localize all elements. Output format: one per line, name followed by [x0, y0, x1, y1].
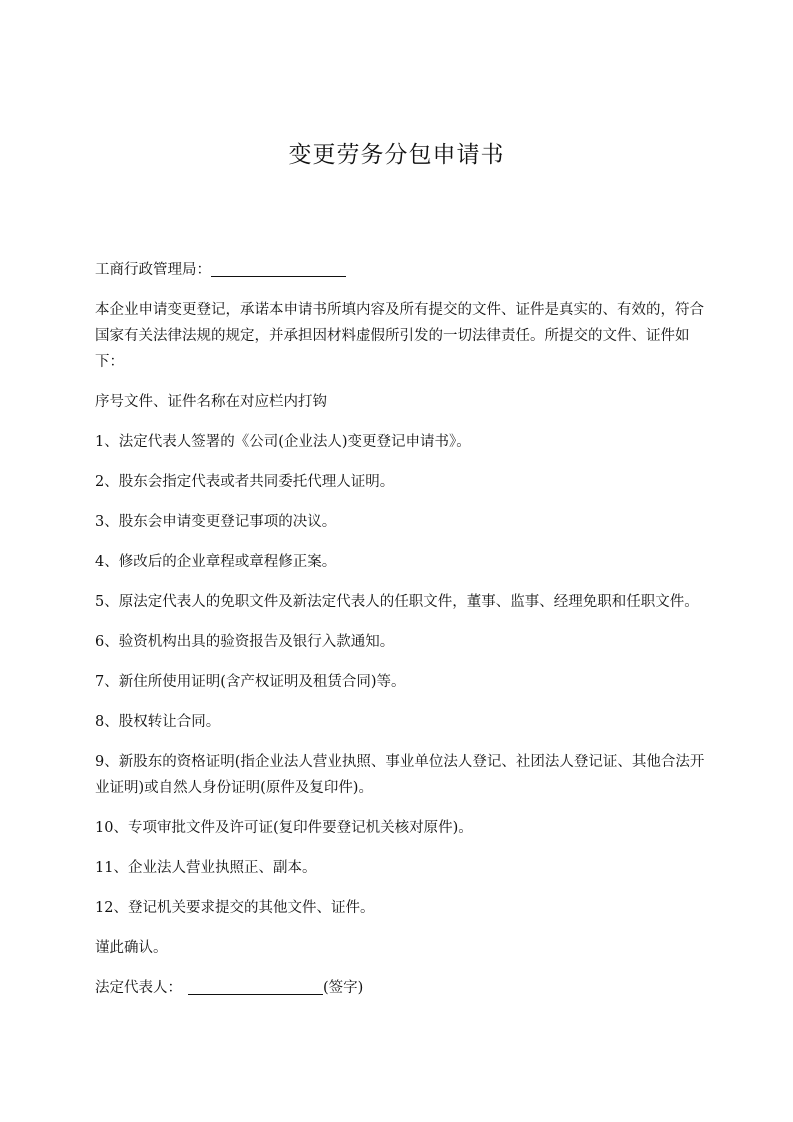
list-item: 6、验资机构出具的验资报告及银行入款通知。: [95, 634, 395, 650]
signature-blank[interactable]: [188, 977, 323, 995]
list-header: 序号文件、证件名称在对应栏内打钩: [95, 394, 327, 410]
list-item: 4、修改后的企业章程或章程修正案。: [95, 554, 337, 570]
addressee-line: [95, 257, 705, 283]
confirm-line: 谨此确认。: [95, 940, 168, 956]
list-item: 11、企业法人营业执照正、副本。: [95, 860, 317, 876]
signature-suffix: (签字): [323, 980, 364, 996]
intro-paragraph: 本企业申请变更登记，承诺本申请书所填内容及所有提交的文件、证件是真实的、有效的，符合国家有关法律法规的规定，并承担因材料虚假所引发的一切法律责任。所提交的文件、证件如下：: [95, 302, 704, 370]
document-body: [95, 257, 705, 1001]
list-item: 1、法定代表人签署的《公司(企业法人)变更登记申请书》。: [95, 434, 471, 450]
signature-label: 法定代表人：: [95, 980, 182, 996]
list-item: 2、股东会指定代表或者共同委托代理人证明。: [95, 474, 395, 490]
list-item: 8、股权转让合同。: [95, 714, 221, 730]
addressee-label: 工商行政管理局：: [95, 262, 211, 278]
document-title: 变更劳务分包申请书: [288, 142, 505, 168]
list-item: 12、登记机关要求提交的其他文件、证件。: [95, 900, 375, 916]
list-item: 10、专项审批文件及许可证(复印件要登记机关核对原件)。: [95, 820, 473, 836]
list-item: 7、新住所使用证明(含产权证明及租赁合同)等。: [95, 674, 406, 690]
list-item: 9、新股东的资格证明(指企业法人营业执照、事业单位法人登记、社团法人登记证、其他合法开业证明)或自然人身份证明(原件及复印件)。: [95, 754, 705, 796]
list-item: 3、股东会申请变更登记事项的决议。: [95, 514, 337, 530]
signature-line: [95, 975, 705, 1001]
addressee-blank[interactable]: [211, 259, 346, 277]
list-item: 5、原法定代表人的免职文件及新法定代表人的任职文件，董事、监事、经理免职和任职文件。: [95, 594, 699, 610]
